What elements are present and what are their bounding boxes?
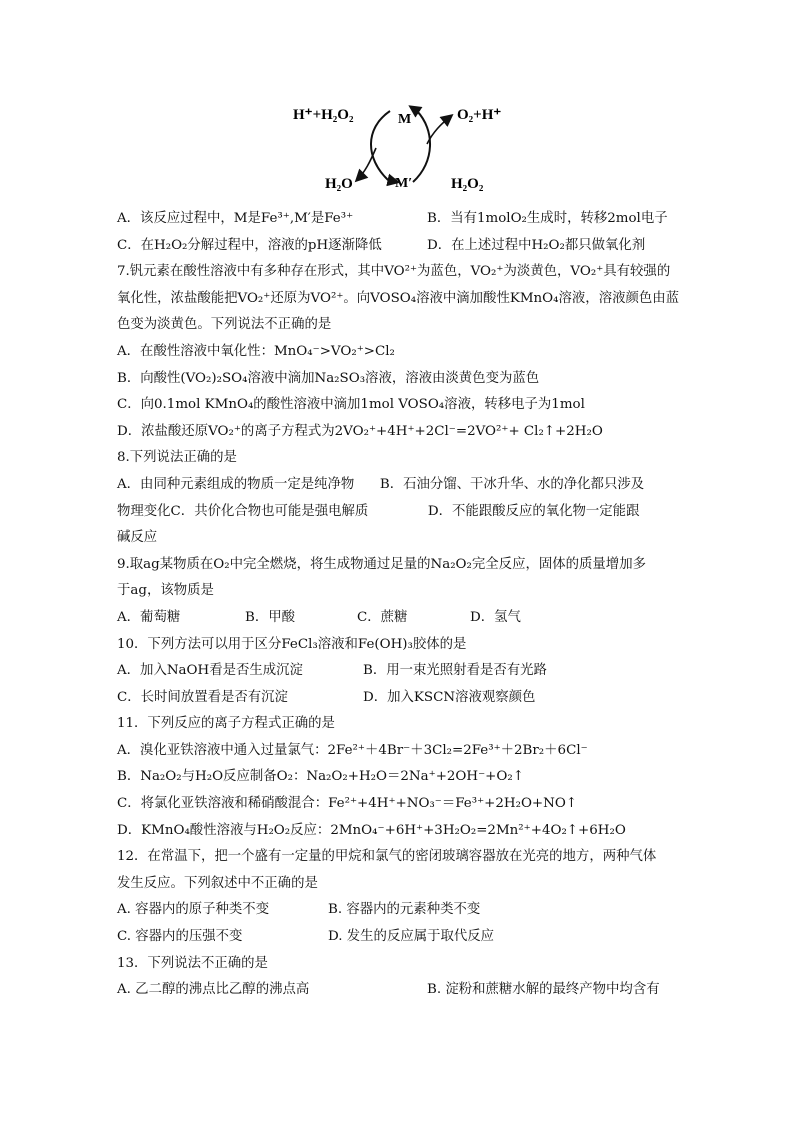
q10-stem: 10．下列方法可以用于区分FeCl₃溶液和Fe(OH)₃胶体的是 [117, 636, 467, 652]
right-cycle-arrowhead [411, 107, 417, 111]
q7-stem-line1: 7.钒元素在酸性溶液中有多种存在形式，其中VO²⁺为蓝色，VO₂⁺为淡黄色，VO₂⁺具有较强的 [117, 264, 671, 280]
q12-option-a: A. 容器内的原子种类不变 [117, 902, 270, 918]
q13-stem: 13．下列说法不正确的是 [117, 955, 268, 971]
q7-option-a: A．在酸性溶液中氧化性：MnO₄⁻>VO₂⁺>Cl₂ [117, 343, 395, 359]
q6-option-d: D．在上述过程中H₂O₂都只做氧化剂 [427, 237, 646, 253]
q9-stem-line2: 于ag，该物质是 [117, 583, 214, 599]
q13-option-b: B. 淀粉和蔗糖水解的最终产物中均含有 [427, 982, 660, 998]
q6-option-c: C．在H₂O₂分解过程中，溶液的pH逐渐降低 [117, 237, 382, 253]
right-cycle-arrow [413, 111, 430, 182]
q10-options-row1 [117, 658, 682, 685]
q9-option-c: C．蔗糖 [357, 609, 408, 625]
question-content [117, 206, 682, 1004]
q9-options-row [117, 605, 682, 632]
q7-option-b: B．向酸性(VO₂)₂SO₄溶液中滴加Na₂SO₃溶液，溶液由淡黄色变为蓝色 [117, 370, 540, 386]
q9-option-a: A．葡萄糖 [117, 609, 181, 625]
q13-option-a: A. 乙二醇的沸点比乙醇的沸点高 [117, 982, 310, 998]
q12-option-b: B. 容器内的元素种类不变 [328, 902, 481, 918]
q12-option-d: D. 发生的反应属于取代反应 [328, 929, 495, 945]
q7-stem-line3: 色变为淡黄色。下列说法不正确的是 [117, 317, 332, 333]
q11-option-c: C．将氯化亚铁溶液和稀硝酸混合：Fe²⁺+4H⁺+NO₃⁻＝Fe³⁺+2H₂O+NO↑ [117, 796, 578, 812]
q12-stem-line1: 12．在常温下，把一个盛有一定量的甲烷和氯气的密闭玻璃容器放在光亮的地方，两种气体 [117, 849, 657, 865]
q12-stem-line2: 发生反应。下列叙述中不正确的是 [117, 875, 318, 891]
q8-stem: 8.下列说法正确的是 [117, 450, 237, 466]
q9-option-d: D．氢气 [470, 609, 521, 625]
diagram-label-top-right: O₂+H⁺ [457, 107, 502, 123]
q11-option-d: D．KMnO₄酸性溶液与H₂O₂反应：2MnO₄⁻+6H⁺+3H₂O₂=2Mn²⁺+4O₂↑+6H₂O [117, 822, 626, 838]
catalytic-cycle-diagram [285, 96, 515, 201]
q9-stem-line1: 9.取ag某物质在O₂中完全燃烧，将生成物通过足量的Na₂O₂完全反应，固体的质量增加多 [117, 556, 646, 572]
q12-options-row2 [117, 924, 682, 951]
diagram-label-top-left: H⁺+H₂O₂ [293, 107, 354, 123]
left-cycle-arrow [371, 111, 390, 180]
q11-stem: 11．下列反应的离子方程式正确的是 [117, 716, 335, 732]
q10-option-c: C．长时间放置看是否有沉淀 [117, 689, 288, 705]
q9-option-b: B．甲酸 [245, 609, 296, 625]
diagram-label-m: M [398, 112, 412, 127]
q8-options-line3: 碱反应 [117, 530, 158, 546]
q10-option-b: B．用一束光照射看是否有光路 [363, 663, 547, 679]
q13-options-row1 [117, 977, 682, 1004]
q8-options-line2: 物理变化C．共价化合物也可能是强电解质 D．不能跟酸反应的氧化物一定能跟 [117, 503, 640, 519]
q6-option-b: B．当有1molO₂生成时，转移2mol电子 [427, 211, 668, 226]
left-out-arrow [357, 148, 376, 180]
q12-options-row1 [117, 897, 682, 924]
q6-options-row1 [117, 206, 682, 233]
diagram-label-bottom-left: H₂O [325, 176, 353, 192]
q10-options-row2 [117, 685, 682, 712]
q11-option-a: A．溴化亚铁溶液中通入过量氯气：2Fe²⁺＋4Br⁻＋3Cl₂=2Fe³⁺＋2Br₂＋6Cl⁻ [117, 742, 588, 758]
q7-stem-line2: 氧化性，浓盐酸能把VO₂⁺还原为VO²⁺。向VOSO₄溶液中滴加酸性KMnO₄溶液，溶液颜色由蓝 [117, 290, 680, 306]
q12-option-c: C. 容器内的压强不变 [117, 929, 243, 945]
q8-options-line1: A．由同种元素组成的物质一定是纯净物 B．石油分馏、干冰升华、水的净化都只涉及 [117, 476, 645, 492]
q7-option-d: D．浓盐酸还原VO₂⁺的离子方程式为2VO₂⁺+4H⁺+2Cl⁻=2VO²⁺+ Cl₂↑+2H₂O [117, 423, 603, 439]
q6-option-a: A．该反应过程中，M是Fe³⁺,M′是Fe³⁺ [117, 211, 354, 226]
q10-option-a: A．加入NaOH看是否生成沉淀 [117, 663, 303, 679]
q7-option-c: C．向0.1mol KMnO₄的酸性溶液中滴加1mol VOSO₄溶液，转移电子为1mol [117, 397, 585, 413]
q10-option-d: D．加入KSCN溶液观察颜色 [363, 689, 536, 705]
diagram-label-bottom-right: H₂O₂ [451, 176, 484, 192]
q6-options-row2 [117, 233, 682, 260]
q11-option-b: B．Na₂O₂与H₂O反应制备O₂：Na₂O₂+H₂O＝2Na⁺+2OH⁻+O₂↑ [117, 769, 524, 785]
diagram-label-m-prime: M′ [395, 176, 413, 191]
